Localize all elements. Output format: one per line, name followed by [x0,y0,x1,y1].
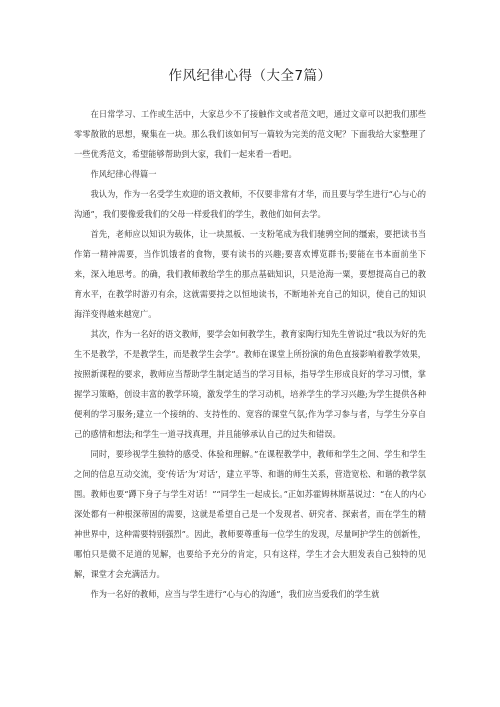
body-paragraph: 其次，作为一名好的语文教师，要学会如何教学生，教育家陶行知先生曾说过“我以为好的先生不是教学，不是教学生，而是教学生会学”。教师在课堂上所扮演的角色直接影响着教学效果，按照新课程的要求，教师应当帮助学生制定适当的学习目标，指导学生形成良好的学习习惯，掌握学习策略，创设丰富的教学环境，激发学生的学习动机，培养学生的学习兴趣;为学生提供各种便利的学习服务;建立一个接纳的、支持性的、宽容的课堂气氛;作为学习参与者，与学生分享自己的感情和想法;和学生一道寻找真理，并且能够承认自己的过失和错误。 [74,329,426,439]
document-title: 作风纪律心得（大全7篇） [168,68,332,84]
body-paragraph: 我认为，作为一名受学生欢迎的语文教师，不仅要非常有才华，而且要与学生进行“心与心的沟通”，我们要像爱我们的父母一样爱我们的学生，教他们如何去学。 [74,189,426,219]
body-paragraph: 首先，老师应以知识为载体，让一块黑板、一支粉笔成为我们驰骋空间的缰索，要把读书当作第一精神需要，当作饥饿者的食物，要有读书的兴趣;要喜欢博览群书;要能在书本面前坐下来，深入地思考。的确，我们教师教给学生的那点基础知识，只是沧海一粟，要想提高自己的教育水平，在教学时游刃有余，这就需要持之以恒地读书，不断地补充自己的知识，使自己的知识海洋变得越来越宽广。 [74,229,426,319]
body-paragraph: 同时，要珍视学生独特的感受、体验和理解。”在课程教学中，教师和学生之间、学生和学生之间的信息互动交流，变‘传话’为‘对话’，建立平等、和谐的师生关系，营造宽松、和谐的教学氛围。教师也要“蹲下身子与学生对话！”“同学生一起成长。”正如苏霍姆林斯基说过：“在人的内心深处都有一种根深蒂固的需要，这就是希望自己是一个发现者、研究者、探索者，而在学生的精神世界中，这种需要特别强烈”。因此，教师要尊重每一位学生的发现，尽量呵护学生的创新性，哪怕只是微不足道的见解，也要给予充分的肯定，只有这样，学生才会大胆发表自己独特的见解，课堂才会充满活力。 [74,449,426,579]
document-body [74,104,426,604]
section-heading: 作风纪律心得篇一 [90,169,157,179]
intro-paragraph: 在日常学习、工作或生活中，大家总少不了接触作文或者范文吧，通过文章可以把我们那些零零散散的思想，聚集在一块。那么我们该如何写一篇较为完美的范文呢？下面我给大家整理了一些优秀范文，希望能够帮助到大家，我们一起来看一看吧。 [74,109,426,159]
body-paragraph: 作为一名好的教师，应当与学生进行“心与心的沟通”，我们应当爱我们的学生就 [90,589,380,599]
